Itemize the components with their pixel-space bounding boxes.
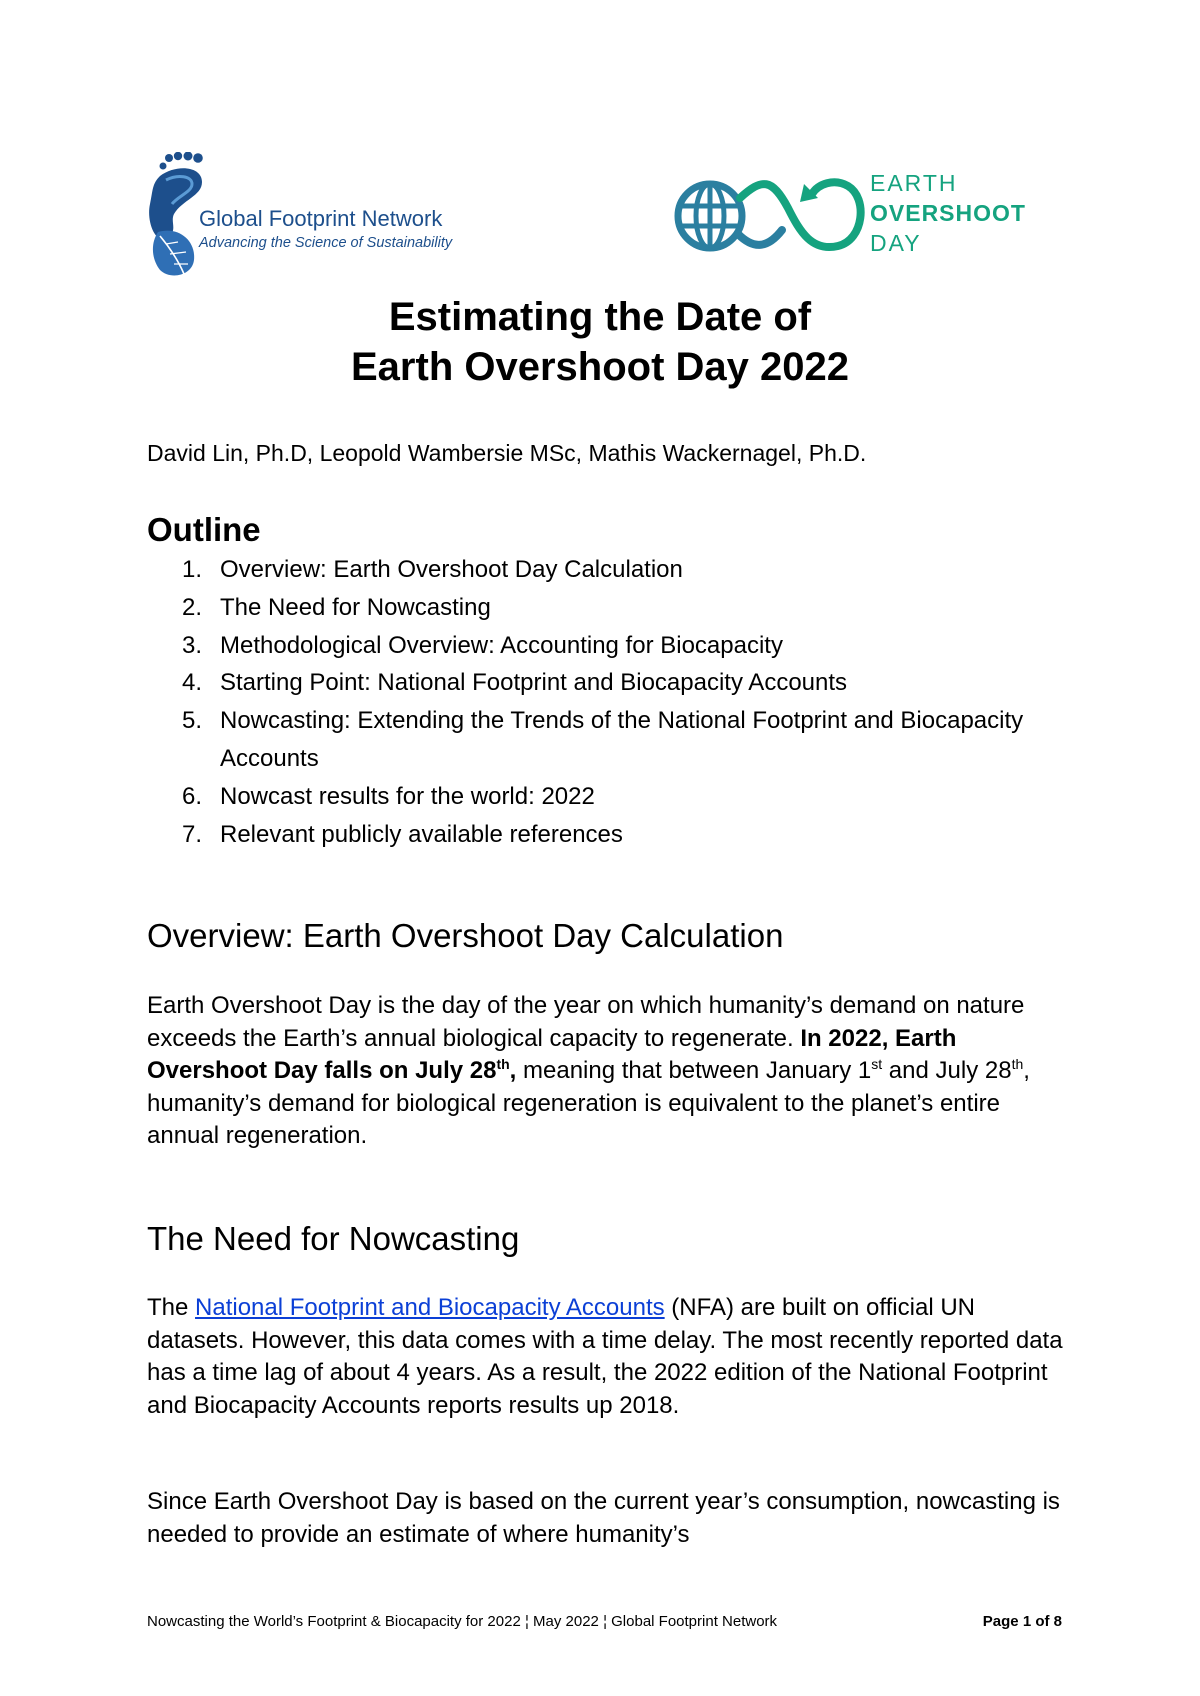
outline-item — [168, 589, 1048, 627]
gfn-logo-name: Global Footprint Network — [199, 206, 443, 231]
eod-logo-line2: OVERSHOOT — [870, 200, 1026, 226]
outline-item-text: Starting Point: National Footprint and Biocapacity Accounts — [220, 669, 848, 697]
outline-item-text: Overview: Earth Overshoot Day Calculation — [220, 556, 683, 583]
outline-item — [168, 551, 1048, 589]
outline-item-text: Nowcast results for the world: 2022 — [220, 782, 595, 810]
nfa-link[interactable]: National Footprint and Biocapacity Accounts — [195, 1294, 665, 1321]
outline-item — [168, 702, 1048, 778]
gfn-logo-tagline: Advancing the Science of Sustainability — [199, 235, 453, 251]
authors: David Lin, Ph.D, Leopold Wambersie MSc, Mathis Wackernagel, Ph.D. — [147, 440, 867, 466]
eod-logo-line1: EARTH — [870, 170, 958, 196]
nowcasting-text-pre: The — [147, 1294, 196, 1321]
overview-text-2: meaning that between January 1 — [516, 1057, 872, 1084]
outline-heading: Outline — [147, 511, 261, 548]
section-heading-nowcasting: The Need for Nowcasting — [147, 1220, 520, 1257]
overview-bold-sup: th — [496, 1056, 510, 1072]
paragraph-nowcasting-2: Since Earth Overshoot Day is based on the current year’s consumption, nowcasting is needed to provide an estimate of where humanity’s — [147, 1488, 1060, 1548]
outline-item-number: 1. — [182, 556, 203, 583]
outline-item — [168, 627, 1048, 665]
outline-item-text: Relevant publicly available references — [220, 820, 623, 848]
outline-item — [168, 664, 1048, 702]
outline-item-text: The Need for Nowcasting — [220, 593, 491, 621]
outline-item-number: 4. — [182, 669, 203, 697]
outline-item-number: 3. — [182, 631, 203, 659]
overview-bold-tail: , — [509, 1057, 517, 1084]
footer-page-number: Page 1 of 8 — [982, 1613, 1062, 1630]
outline-item-number: 2. — [182, 593, 203, 621]
overview-bold-lead: In 2022, Earth Overshoot Day falls on July 28 — [147, 1024, 957, 1084]
overview-text-4: , humanity’s demand for biological regeneration is equivalent to the planet’s entire annual regeneration. — [147, 1057, 1030, 1149]
outline-item-number: 6. — [182, 782, 203, 810]
outline-item-text: Nowcasting: Extending the Trends of the National Footprint and Biocapacity Accounts — [220, 707, 1024, 772]
eod-logo-line3: DAY — [870, 230, 922, 256]
outline-item — [168, 816, 1048, 854]
paragraph-nowcasting-1 — [147, 1292, 1077, 1422]
outline-item-text: Methodological Overview: Accounting for Biocapacity — [220, 631, 783, 659]
paragraph-overview — [147, 990, 1077, 1153]
overview-text-3: and July 28 — [882, 1057, 1012, 1084]
overview-text-1: Earth Overshoot Day is the day of the year on which humanity’s demand on nature exceeds the Earth’s annual biological capacity to regenerate. — [147, 992, 1025, 1052]
section-heading-overview: Overview: Earth Overshoot Day Calculation — [147, 917, 784, 954]
footer-left-text: Nowcasting the World’s Footprint & Biocapacity for 2022 ¦ May 2022 ¦ Global Footprint Network — [147, 1613, 778, 1630]
outline-list — [168, 551, 1048, 853]
title-line-2: Earth Overshoot Day 2022 — [351, 345, 849, 389]
outline-item-number: 5. — [182, 707, 203, 735]
outline-item-number: 7. — [182, 820, 203, 848]
nowcasting-text-post: (NFA) are built on official UN datasets. However, this data comes with a time delay. The most recently reported data has a time lag of about 4 years. As a result, the 2022 edition of the National Footprint and Biocapacity Accounts reports results up 2018. — [147, 1294, 1063, 1419]
outline-item — [168, 778, 1048, 816]
overview-sup-1: st — [871, 1056, 883, 1072]
overview-sup-2: th — [1011, 1056, 1024, 1072]
title-line-1: Estimating the Date of — [388, 295, 812, 339]
